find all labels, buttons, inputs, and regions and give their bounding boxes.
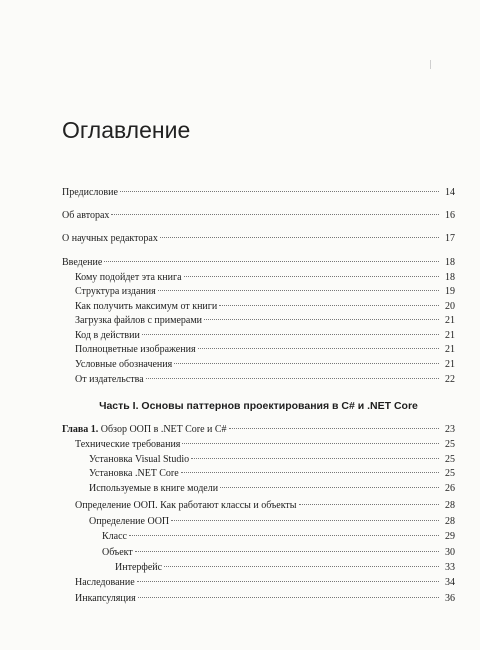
toc-entry: Как получить максимум от книги 20 [75,301,455,312]
toc-entry: От издательства 22 [75,374,455,385]
toc-entry: Об авторах 16 [62,210,455,221]
toc-entry: Условные обозначения 21 [75,359,455,370]
toc-entry: Полноцветные изображения 21 [75,344,455,355]
toc-entry: Интерфейс 33 [115,562,455,573]
toc-entry: Определение ООП 28 [89,516,455,527]
toc-entry: Загрузка файлов с примерами 21 [75,315,455,326]
toc-entry: Код в действии 21 [75,330,455,341]
toc-entry: Установка .NET Core 25 [89,468,455,479]
toc-entry: Определение ООП. Как работают классы и объекты 28 [75,500,455,511]
toc-entry: Наследование 34 [75,577,455,588]
toc-entry: Объект 30 [102,547,455,558]
toc-entry: Инкапсуляция 36 [75,593,455,604]
toc-entry: Класс 29 [102,531,455,542]
toc-entry: Кому подойдет эта книга 18 [75,272,455,283]
toc-entry: Предисловие 14 [62,187,455,198]
toc-entry: О научных редакторах 17 [62,233,455,244]
toc-entry: Установка Visual Studio 25 [89,454,455,465]
toc-entry: Используемые в книге модели 26 [89,483,455,494]
toc-entry: Введение 18 [62,257,455,268]
toc-chapter-entry: Глава 1. Обзор ООП в .NET Core и C# 23 [62,424,455,435]
toc-entry: Структура издания 19 [75,286,455,297]
toc-entry: Технические требования 25 [75,439,455,450]
page-title: Оглавление [62,117,191,143]
show-through-mark [430,60,431,69]
part-heading: Часть I. Основы паттернов проектирования в C# и .NET Core [99,400,418,412]
